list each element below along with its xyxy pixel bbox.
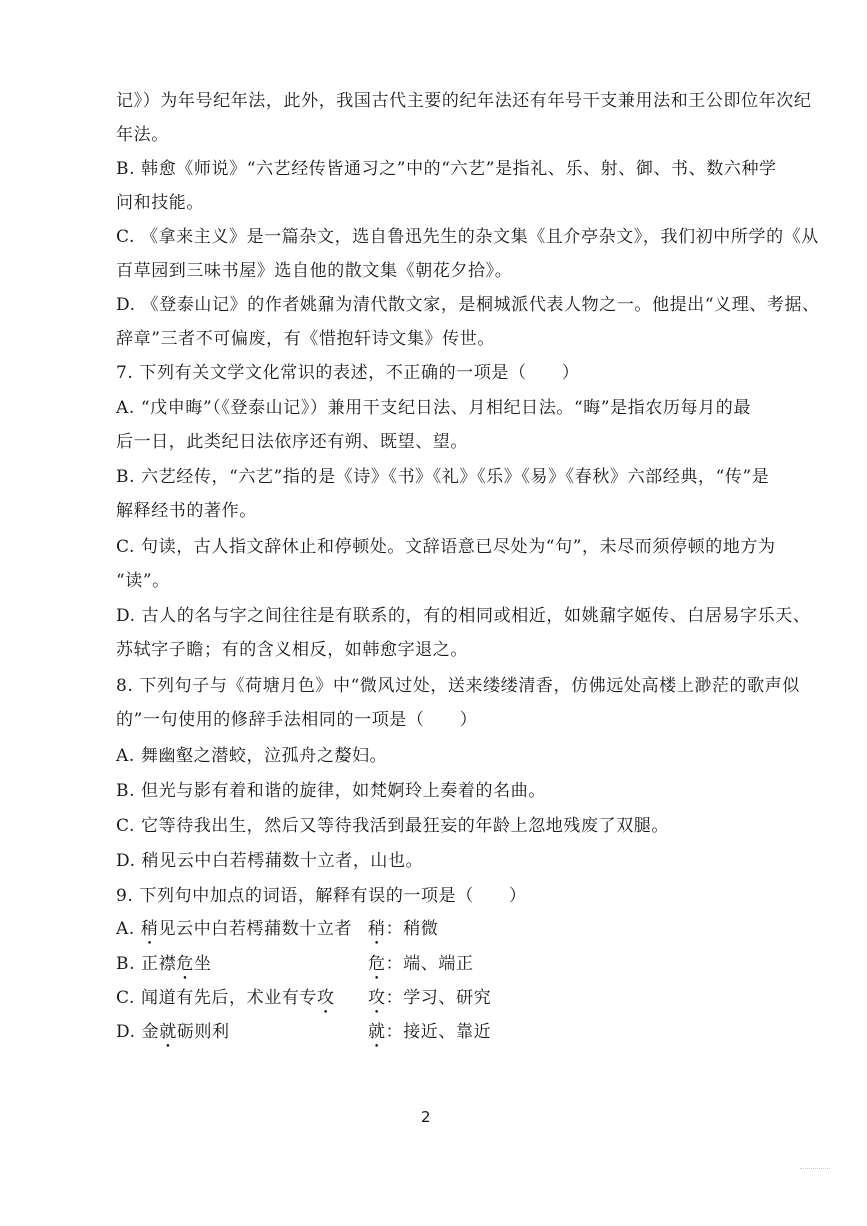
page-number: 2	[421, 1108, 431, 1126]
q9-option-c: C. 闻道有先后，术业有专攻 攻：学习、研究	[116, 988, 492, 1008]
q9-option-a: A. 稍见云中白若樗蒱数十立者 稍：稍微	[116, 919, 439, 939]
text-line: B. 韩愈《师说》“六艺经传皆通习之”中的“六艺”是指礼、乐、射、御、书、数六种学	[116, 159, 777, 179]
q9-option-d: D. 金就砺则利 就：接近、靠近	[116, 1022, 492, 1042]
text-line: D. 古人的名与字之间往往是有联系的，有的相同或相近，如姚鼐字姬传、白居易字乐天、	[116, 606, 811, 626]
text-line: 年法。	[116, 125, 169, 145]
text-line: C. 《拿来主义》是一篇杂文，选自鲁迅先生的杂文集《且介亭杂文》，我们初中所学的《从	[116, 227, 819, 247]
text-line: “读”。	[116, 571, 170, 591]
question-8: 8. 下列句子与《荷塘月色》中“微风过处，送来缕缕清香，仿佛远处高楼上渺茫的歌声似	[116, 676, 800, 696]
q9-option-b: B. 正襟危坐 危：端、端正	[116, 954, 474, 974]
text-line: A. “戊申晦”（《登泰山记》）兼用干支纪日法、月相纪日法。“晦”是指农历每月的最	[116, 398, 751, 418]
text-line: 辞章”三者不可偏废，有《惜抱轩诗文集》传世。	[116, 329, 495, 349]
option-c: C. 它等待我出生，然后又等待我活到最狂妄的年龄上忽地残废了双腿。	[116, 816, 670, 836]
option-a: A. 舞幽壑之潜蛟，泣孤舟之嫠妇。	[116, 746, 388, 766]
text-line: 百草园到三味书屋》选自他的散文集《朝花夕拾》。	[116, 261, 513, 281]
text-line: C. 句读，古人指文辞休止和停顿处。文辞语意已尽处为“句”，未尽而须停顿的地方为	[116, 537, 776, 557]
text-line: 记》）为年号纪年法，此外，我国古代主要的纪年法还有年号干支兼用法和王公即位年次纪	[116, 91, 812, 111]
text-line: D. 《登泰山记》的作者姚鼐为清代散文家，是桐城派代表人物之一。他提出“义理、考据、	[116, 295, 820, 315]
scan-artifact	[800, 1168, 830, 1172]
text-line: 苏轼字子瞻；有的含义相反，如韩愈字退之。	[116, 640, 468, 660]
option-d: D. 稍见云中白若樗蒱数十立者，山也。	[116, 851, 424, 871]
question-9: 9. 下列句中加点的词语，解释有误的一项是（ ）	[116, 886, 527, 906]
text-line: 解释经书的著作。	[116, 501, 257, 521]
text-line: 后一日，此类纪日法依序还有朔、既望、望。	[116, 432, 468, 452]
text-line: 问和技能。	[116, 193, 204, 213]
question-7: 7. 下列有关文学文化常识的表述，不正确的一项是（ ）	[116, 363, 580, 383]
option-b: B. 但光与影有着和谐的旋律，如梵婀玲上奏着的名曲。	[116, 781, 546, 801]
text-line: B. 六艺经传，“六艺”指的是《诗》《书》《礼》《乐》《易》《春秋》六部经典，“传”是	[116, 467, 770, 487]
text-line: 的”一句使用的修辞手法相同的一项是（ ）	[116, 710, 478, 730]
